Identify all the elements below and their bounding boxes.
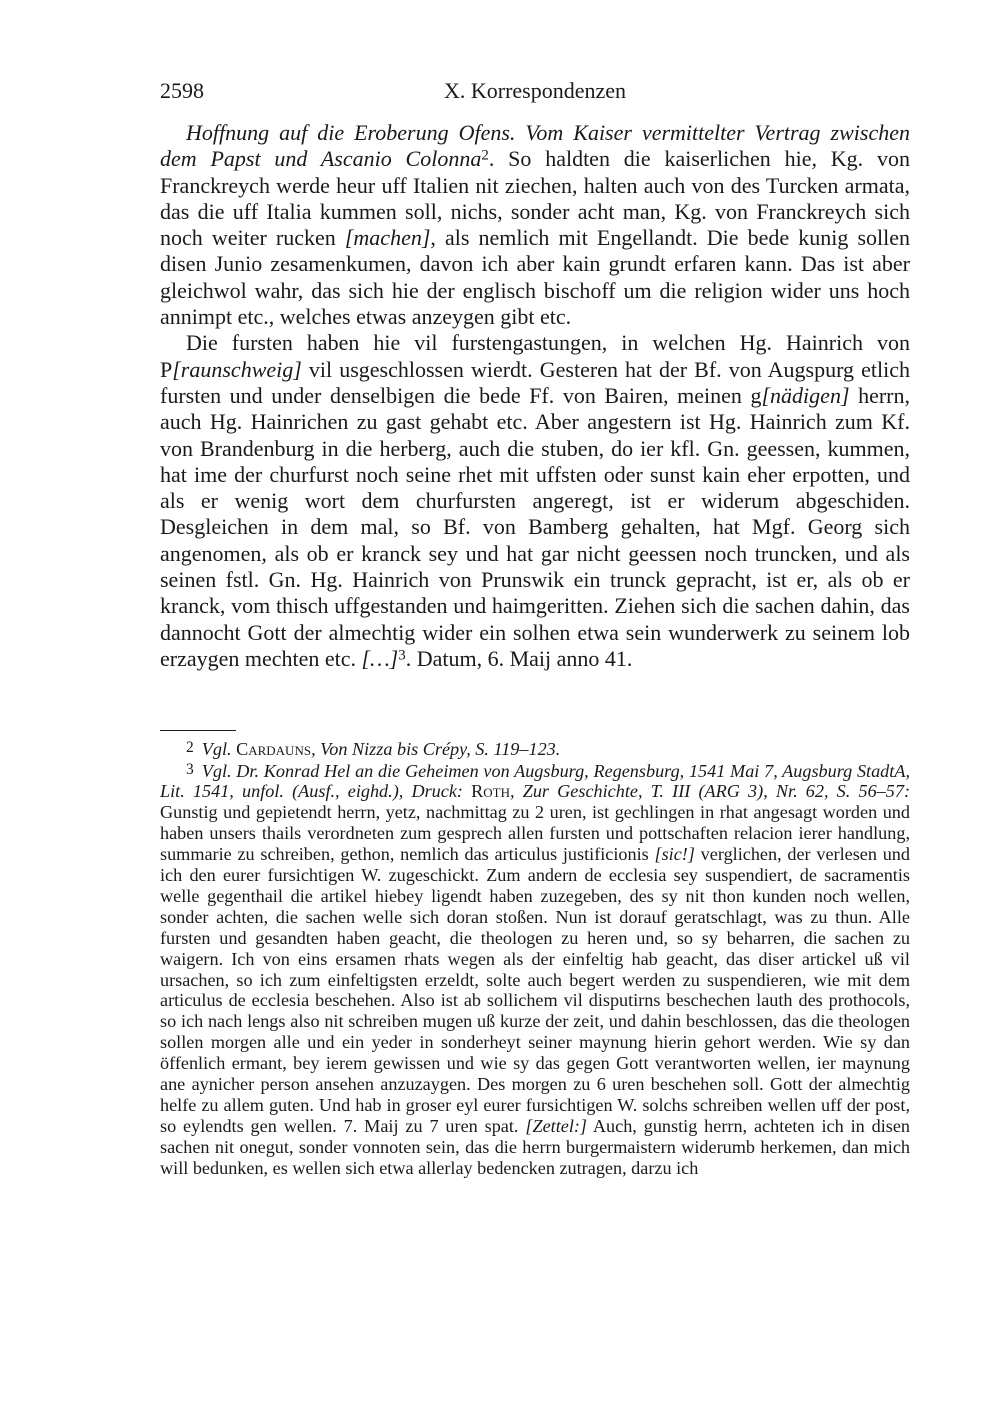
paragraph-1-text-b: , als nemlich mit Engellandt. Die bede kunig sollen disen Junio zesamenkumen, davon ich aber kain grundt erfaren kann. Das ist aber gleichwol wahr, das sich hie der englisch bischoff um die religion wider uns hoch annimpt etc., welches etwas anzeygen gibt etc. bbox=[160, 225, 911, 330]
footnote-quote-a: Gunstig und gepietendt herrn, yetz, nachmittag zu 2 uren, ist gechlingen in rhat angesagt worden und haben unsers thails verordneten zum gesprech allen fursten und pottschaften relacion ierer handlung, summarie zu schreiben, gethon, nemlich das articulus justificionis bbox=[160, 802, 910, 865]
editorial-omission: […] bbox=[361, 645, 399, 671]
footnote-vgl: Vgl. bbox=[201, 738, 232, 759]
footnote-ref-3: 3 bbox=[398, 647, 406, 664]
editorial-sic: [sic!] bbox=[654, 844, 695, 865]
footnote-divider bbox=[160, 730, 236, 731]
footnote-quote-c: Auch, gunstig herrn, achteten ich in disen sachen nit onegut, sonder vonnoten sein, das die herrn burgermaistern widerumb herkemen, dan mich will bedunken, es wellen sich etwa allerlay bedencken zutragen, darzu ich bbox=[160, 1115, 910, 1178]
footnote-citation: , Von Nizza bis Crépy, S. 119–123. bbox=[311, 738, 561, 759]
editorial-insert: [machen] bbox=[344, 225, 431, 251]
footnote-3 bbox=[160, 760, 910, 1179]
editorial-insert: [nädigen] bbox=[761, 382, 850, 408]
paragraph-2-text-1: Die fursten haben hie vil furstengastungen, in welchen Hg. Hainrich von P bbox=[160, 330, 910, 382]
footnote-number: 2 bbox=[186, 739, 194, 756]
paragraph-1 bbox=[160, 120, 910, 330]
footnote-2 bbox=[160, 738, 910, 760]
footnote-author: Roth bbox=[471, 781, 511, 802]
paragraph-2-text-3: herrn, auch Hg. Hainrichen zu gast gehabt etc. Aber angestern ist Hg. Hainrich zum Kf. von Brandenburg in die herberg, auch die stuben, do ier kfl. Gn. geessen, kummen, hat ime der churfurst noch seine rhet mit uffsten oder sunst kain eher erpotten, und als er wenig wort dem churfursten angeregt, ist er widerum abgeschiden. Desgleichen in dem mal, so Bf. von Bamberg gehalten, hat Mgf. Georg sich angenomen, als ob er kranck sey und hat gar nicht geessen noch truncken, und als seinen fstl. Gn. Hg. Hainrich von Prunswik ein trunck gepracht, ist er, als ob er kranck, vom thisch uffgestanden und haimgeritten. Ziehen sich die sachen dahin, das dannocht Gott der almechtig wider ein solhen etwa sein wunderwerk zu seinem lob erzaygen mechten etc. bbox=[160, 382, 911, 671]
footnote-citation: , Zur Geschichte, T. III (ARG 3), Nr. 62, S. 56–57: bbox=[510, 781, 911, 802]
paragraph-1-text-a: . So haldten die kaiserlichen hie, Kg. von Franckreych werde heur uff Italien nit ziechen, halten auch von des Turcken armata, das die uff Italia kummen soll, nichs, sonder acht man, Kg. von Franckreych sich noch weiter rucken bbox=[160, 146, 910, 251]
editorial-zettel: [Zettel:] bbox=[525, 1115, 588, 1136]
footnote-author: Cardauns bbox=[236, 738, 312, 759]
main-text bbox=[160, 120, 910, 672]
paragraph-2 bbox=[160, 330, 910, 672]
page-header bbox=[160, 78, 910, 108]
footnote-number: 3 bbox=[186, 760, 194, 778]
footnote-quote-b: verglichen, der verlesen und ich den eurer fursichtigen W. zugeschickt. Zum andern de ecclesia sey suspendiert, de sacramentis welle gegenthail die artikel hiebey ligendt haben zuzegeben, des sy nit thon kunden noch wellen, sonder achten, die sachen welle sich doran stoßen. Nun ist dorauf geratschlagt, was zu thun. Alle fursten und gesandten haben geacht, die theologen zu heren und, so sy beharren, die sachen zu waigern. Ich von eins ersamen rhats wegen als der einfeltig hab geacht, das diser artickel uß vil ursachen, so ich zum einfeltigsten erzeldt, solte auch begert werden zu suspendieren, wie mit dem articulus de ecclesia beschehen. Also ist ab sollichem vil disputirns beschechen lauth des prothocols, so ich nach lengs also nit schreiben mugen uß kurze der zeit, und dahin beschlossen, das die theologen sollen morgen alle und ein yeder in sonderheyt seiner maynung hierin gehort werden. Wie sy dan öffenlich ermant, bey ierem gewissen und wie sy das gegen Gott verantworten wellen, ier maynung ane aynicher person ansehen anzuzaygen. Des morgen zu 6 uren beschehen soll. Gott der almechtig helfe zu allem guten. Und hab in groser eyl eurer fursichtigen W. solchs schreiben wellen uff der post, so eylendts gen wellen. 7. Maij zu 7 uren spat. bbox=[160, 844, 910, 1136]
running-title: X. Korrespondenzen bbox=[443, 78, 627, 103]
summary-italic: Hoffnung auf die Eroberung Ofens. Vom Kaiser vermittelter Vertrag zwischen dem Papst und Ascanio Colonna bbox=[160, 120, 910, 172]
footnote-citation: Vgl. Dr. Konrad Hel an die Geheimen von Augsburg, Regensburg, 1541 Mai 7, Augsburg StadtA, Lit. 1541, unfol. (Ausf., eighd.), Druck: bbox=[160, 760, 910, 802]
paragraph-2-text-2: vil usgeschlossen wierdt. Gesteren hat der Bf. von Augspurg etlich fursten und under denselbigen die bede Ff. von Bairen, meinen g bbox=[160, 356, 910, 408]
footnote-ref-2: 2 bbox=[481, 147, 489, 164]
editorial-insert: [raunschweig] bbox=[172, 356, 302, 382]
footnotes bbox=[160, 738, 910, 1179]
page-number: 2598 bbox=[160, 78, 204, 103]
paragraph-2-text-4: . Datum, 6. Maij anno 41. bbox=[405, 645, 633, 671]
